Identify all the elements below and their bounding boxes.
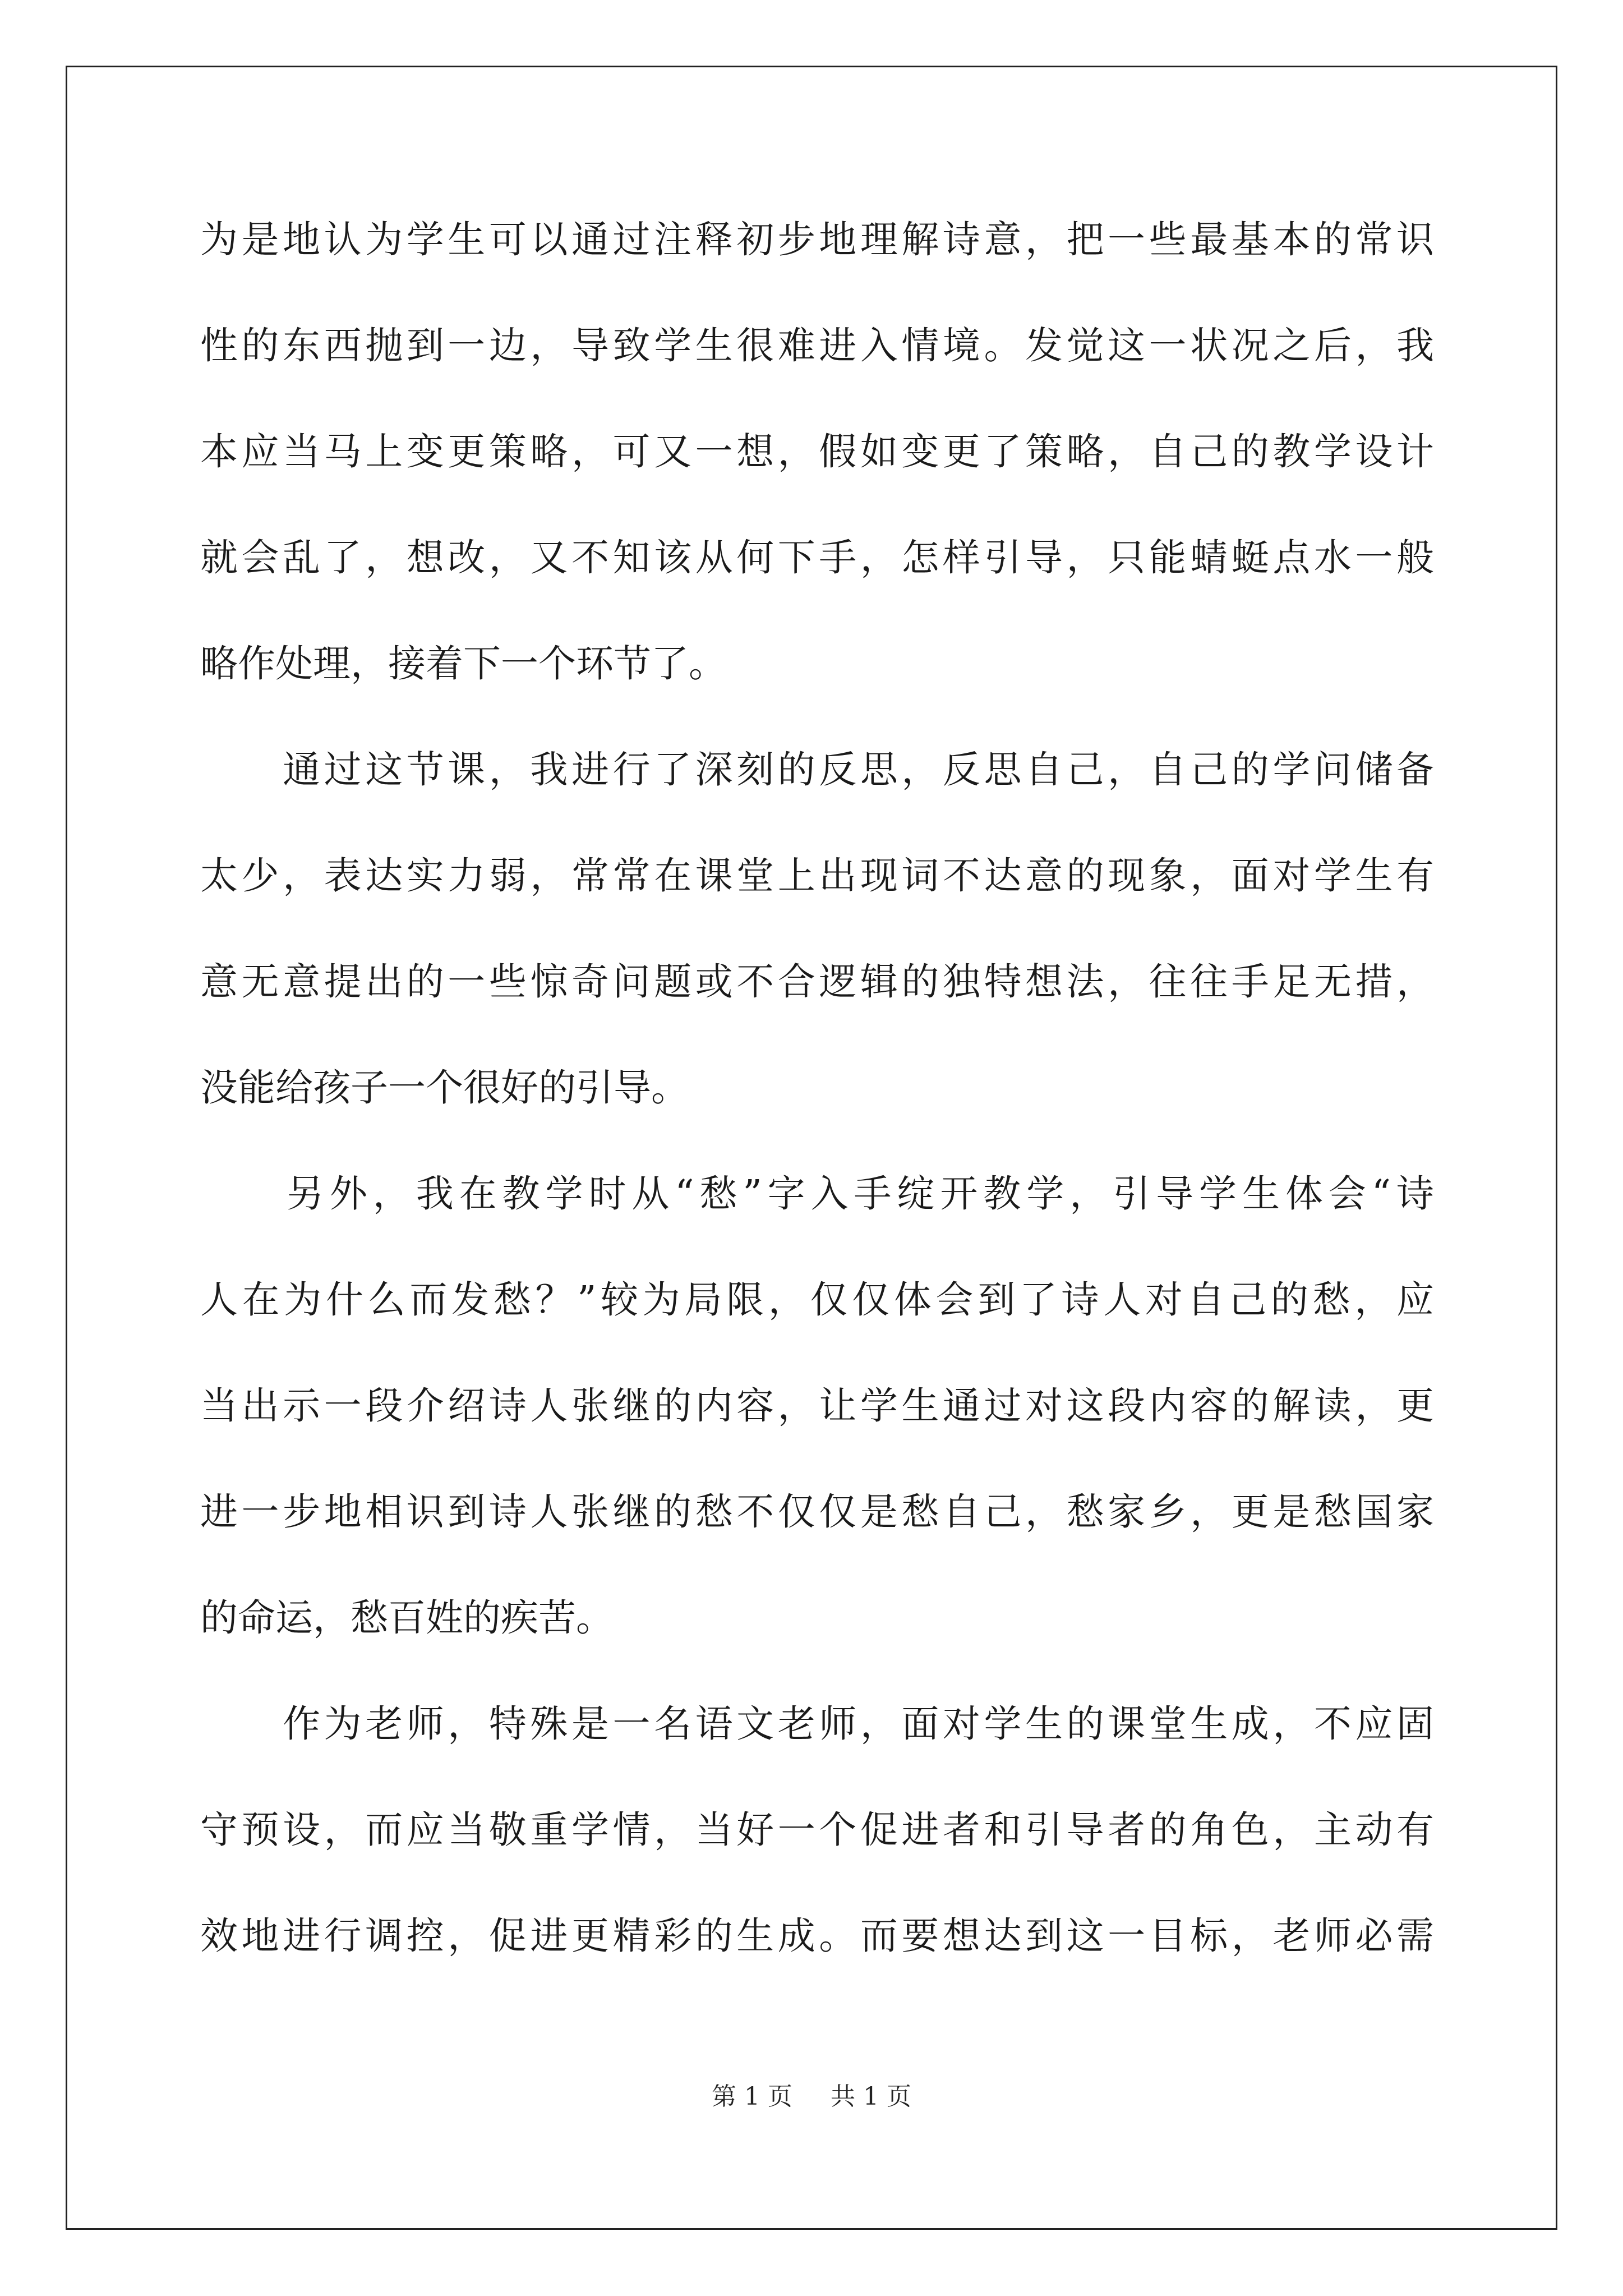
page-number: 第 1 页 xyxy=(712,2082,792,2111)
page-total: 共 1 页 xyxy=(831,2082,911,2111)
text-line: 守预设，而应当敬重学情，当好一个促进者和引导者的角色，主动有 xyxy=(200,1808,1434,1852)
text-line: 当出示一段介绍诗人张继的内容，让学生通过对这段内容的解读，更 xyxy=(200,1384,1434,1428)
text-line: 通过这节课，我进行了深刻的反思，反思自己，自己的学问储备 xyxy=(200,748,1434,792)
text-line: 意无意提出的一些惊奇问题或不合逻辑的独特想法，往往手足无措， xyxy=(200,960,1434,1004)
text-line: 性的东西抛到一边，导致学生很难进入情境。发觉这一状况之后，我 xyxy=(200,324,1434,367)
page-border xyxy=(66,66,1557,2230)
text-line: 为是地认为学生可以通过注释初步地理解诗意，把一些最基本的常识 xyxy=(200,218,1434,261)
text-line: 人在为什么而发愁？”较为局限，仅仅体会到了诗人对自己的愁，应 xyxy=(200,1278,1434,1322)
page-footer xyxy=(0,2081,1623,2113)
text-line: 的命运，愁百姓的疾苦。 xyxy=(200,1596,614,1640)
text-line: 没能给孩子一个很好的引导。 xyxy=(200,1066,689,1110)
text-line: 就会乱了，想改，又不知该从何下手，怎样引导，只能蜻蜓点水一般 xyxy=(200,536,1434,579)
text-line: 效地进行调控，促进更精彩的生成。而要想达到这一目标，老师必需 xyxy=(200,1914,1434,1958)
text-line: 本应当马上变更策略，可又一想，假如变更了策略，自己的教学设计 xyxy=(200,430,1434,473)
text-line: 作为老师，特殊是一名语文老师，面对学生的课堂生成，不应固 xyxy=(200,1702,1434,1746)
text-line: 另外，我在教学时从“愁”字入手绽开教学，引导学生体会“诗 xyxy=(200,1172,1434,1216)
text-line: 进一步地相识到诗人张继的愁不仅仅是愁自己，愁家乡，更是愁国家 xyxy=(200,1490,1434,1534)
text-line: 略作处理，接着下一个环节了。 xyxy=(200,642,726,685)
text-line: 太少，表达实力弱，常常在课堂上出现词不达意的现象，面对学生有 xyxy=(200,854,1434,898)
